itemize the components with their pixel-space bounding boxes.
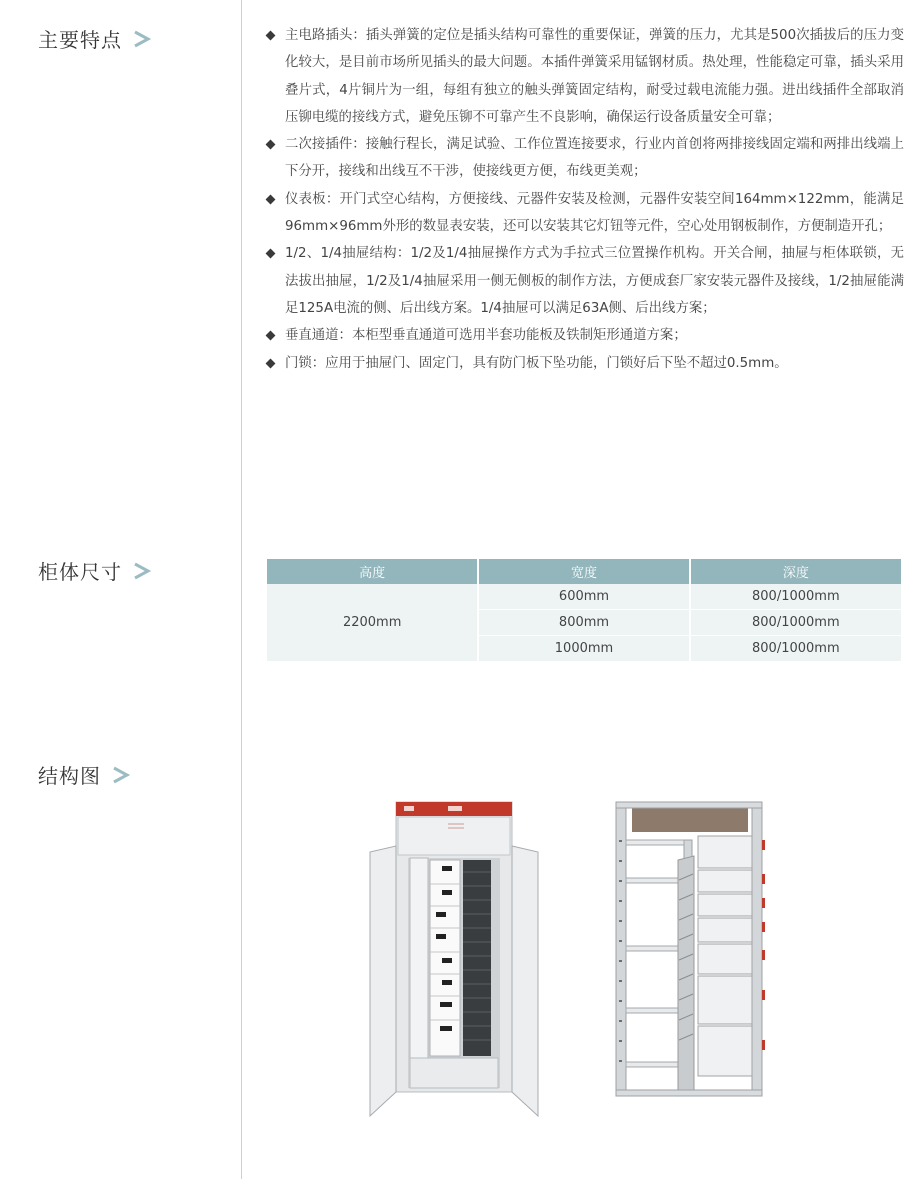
feature-text: 1/2、1/4抽屉结构：1/2及1/4抽屉操作方式为手拉式三位置操作机构。开关合闸，抽屉与柜体联锁，无法拔出抽屉，1/2及1/4抽屉采用一侧无侧板的制作方法，方便成套厂家安装元器件及接线，1/2抽屉能满足125A电流的侧、后出线方案。1/4抽屉可以满足63A侧、后出线方案；	[285, 246, 904, 316]
list-item	[266, 186, 904, 241]
cell-width: 600mm	[478, 584, 689, 610]
header-height: 高度	[267, 559, 478, 584]
table-row	[267, 584, 901, 610]
section-title-features	[38, 24, 152, 53]
list-item	[266, 322, 904, 349]
list-item	[266, 131, 904, 186]
cabinet-front-image	[368, 800, 540, 1122]
cell-width: 1000mm	[478, 636, 689, 662]
feature-text: 门锁：应用于抽屉门、固定门，具有防门板下坠功能，门锁好后下坠不超过0.5mm。	[285, 355, 788, 371]
bullet-diamond-icon	[266, 31, 276, 41]
cell-width: 800mm	[478, 610, 689, 636]
list-item	[266, 350, 904, 377]
bullet-diamond-icon	[266, 194, 276, 204]
bullet-diamond-icon	[266, 358, 276, 368]
section-title-structure	[38, 760, 131, 789]
features-list	[266, 22, 904, 377]
section-title-size	[38, 556, 152, 585]
chevron-right-icon	[132, 562, 152, 580]
cell-depth: 800/1000mm	[690, 636, 901, 662]
list-item	[266, 240, 904, 322]
header-width: 宽度	[478, 559, 689, 584]
vertical-divider	[241, 0, 242, 1179]
size-title-text: 柜体尺寸	[38, 560, 122, 584]
feature-text: 仪表板：开门式空心结构，方便接线、元器件安装及检测，元器件安装空间164mm×122mm，能满足96mm×96mm外形的数显表安装，还可以安装其它灯钮等元件，空心处用钢板制作，方便制造开孔；	[285, 191, 904, 235]
feature-text: 二次接插件：接触行程长，满足试验、工作位置连接要求，行业内首创将两排接线固定端和两排出线端上下分开，接线和出线互不干涉，使接线更方便，布线更美观；	[285, 137, 904, 180]
cell-depth: 800/1000mm	[690, 610, 901, 636]
bullet-diamond-icon	[266, 331, 276, 341]
chevron-right-icon	[132, 30, 152, 48]
cabinet-frame-image	[612, 800, 766, 1104]
bullet-diamond-icon	[266, 249, 276, 259]
cell-height: 2200mm	[267, 584, 478, 662]
table-header-row	[267, 559, 901, 584]
header-depth: 深度	[690, 559, 901, 584]
feature-text: 垂直通道：本柜型垂直通道可选用半套功能板及铁制矩形通道方案；	[285, 328, 687, 344]
features-title-text: 主要特点	[38, 28, 122, 52]
structure-title-text: 结构图	[38, 764, 101, 788]
cell-depth: 800/1000mm	[690, 584, 901, 610]
feature-text: 主电路插头：插头弹簧的定位是插头结构可靠性的重要保证，弹簧的压力，尤其是500次插拔后的压力变化较大，是目前市场所见插头的最大问题。本插件弹簧采用锰钢材质。热处理，性能稳定可靠，插头采用叠片式，4片铜片为一组，每组有独立的触头弹簧固定结构，耐受过载电流能力强。进出线插件全部取消压铆电缆的接线方式，避免压铆不可靠产生不良影响，确保运行设备质量安全可靠；	[285, 28, 904, 125]
bullet-diamond-icon	[266, 140, 276, 150]
list-item	[266, 22, 904, 131]
size-table	[267, 559, 901, 662]
chevron-right-icon	[111, 766, 131, 784]
